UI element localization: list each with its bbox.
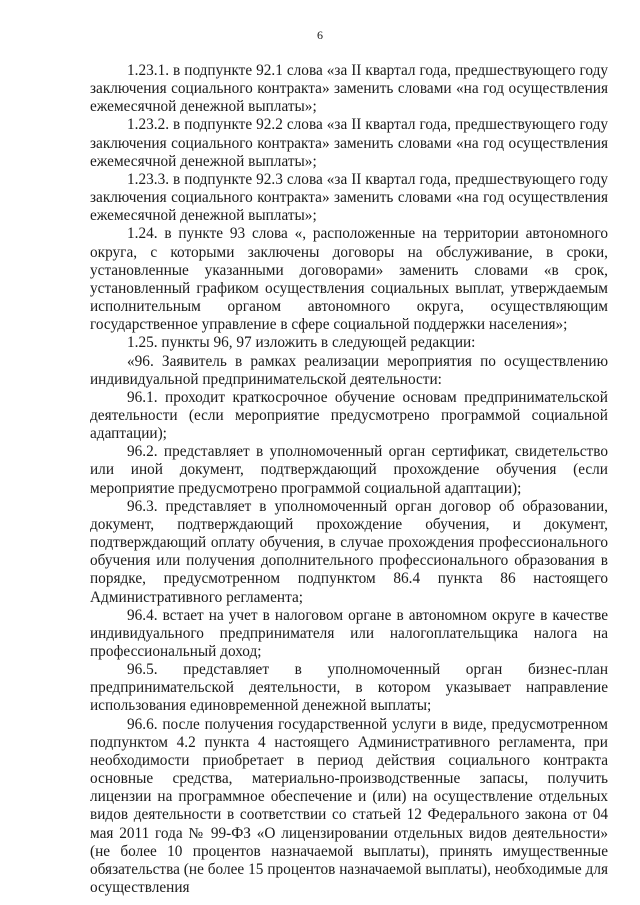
paragraph-1-24: 1.24. в пункте 93 слова «, расположенные на территории автономного округа, с которыми заключены договоры на обслуживание, в сроки, установленные указанными договорами» заменить словами «в срок, установленный графиком осуществления социальных выплат, утверждаемым исполнительным органом автономного округа, осуществляющим государственное управление в сфере социальной поддержки населения»;	[90, 225, 608, 334]
paragraph-1-23-2: 1.23.2. в подпункте 92.2 слова «за II квартал года, предшествующего году заключения социального контракта» заменить словами «на год осуществления ежемесячной денежной выплаты»;	[90, 116, 608, 170]
document-body	[90, 62, 608, 897]
paragraph-1-25: 1.25. пункты 96, 97 изложить в следующей редакции:	[127, 334, 476, 352]
paragraph-1-23-3: 1.23.3. в подпункте 92.3 слова «за II квартал года, предшествующего году заключения социального контракта» заменить словами «на год осуществления ежемесячной денежной выплаты»;	[90, 170, 608, 225]
paragraph-96-6: 96.6. после получения государственной услуги в виде, предусмотренном подпунктом 4.2 пункта 4 настоящего Административного регламента, при необходимости приобретает в период действия социального контракта основные средства, материально-производственные запасы, получить лицензии на программное обеспечение и (или) на осуществление отдельных видов деятельности в соответствии со статьей 12 Федерального закона от 04 мая 2011 года № 99-ФЗ «О лицензировании отдельных видов деятельности» (не более 10 процентов назначаемой выплаты), принять имущественные обязательства (не более 15 процентов назначаемой выплаты), необходимые для осуществления	[90, 715, 608, 897]
paragraph-1-23-1: 1.23.1. в подпункте 92.1 слова «за II квартал года, предшествующего году заключения социального контракта» заменить словами «на год осуществления ежемесячной денежной выплаты»;	[90, 62, 608, 116]
paragraph-96: «96. Заявитель в рамках реализации мероприятия по осуществлению индивидуальной предпринимательской деятельности:	[90, 352, 608, 388]
paragraph-96-2: 96.2. представляет в уполномоченный орган сертификат, свидетельство или иной документ, подтверждающий прохождение обучения (если мероприятие предусмотрено программой социальной адаптации);	[90, 443, 608, 497]
paragraph-96-4: 96.4. встает на учет в налоговом органе в автономном округе в качестве индивидуального предпринимателя или налогоплательщика налога на профессиональный доход;	[90, 606, 608, 660]
paragraph-96-5: 96.5. представляет в уполномоченный орган бизнес-план предпринимательской деятельности, в котором указывает направление использования единовременной денежной выплаты;	[90, 661, 608, 715]
page-number: 6	[317, 28, 323, 42]
paragraph-96-3: 96.3. представляет в уполномоченный орган договор об образовании, документ, подтверждающий прохождение обучения, и документ, подтверждающий оплату обучения, в случае прохождения профессионального обучения или получения дополнительного профессионального образования в порядке, предусмотренном подпунктом 86.4 пункта 86 настоящего Административного регламента;	[90, 497, 608, 606]
paragraph-96-1: 96.1. проходит краткосрочное обучение основам предпринимательской деятельности (если мероприятие предусмотрено программой социальной адаптации);	[90, 388, 608, 443]
